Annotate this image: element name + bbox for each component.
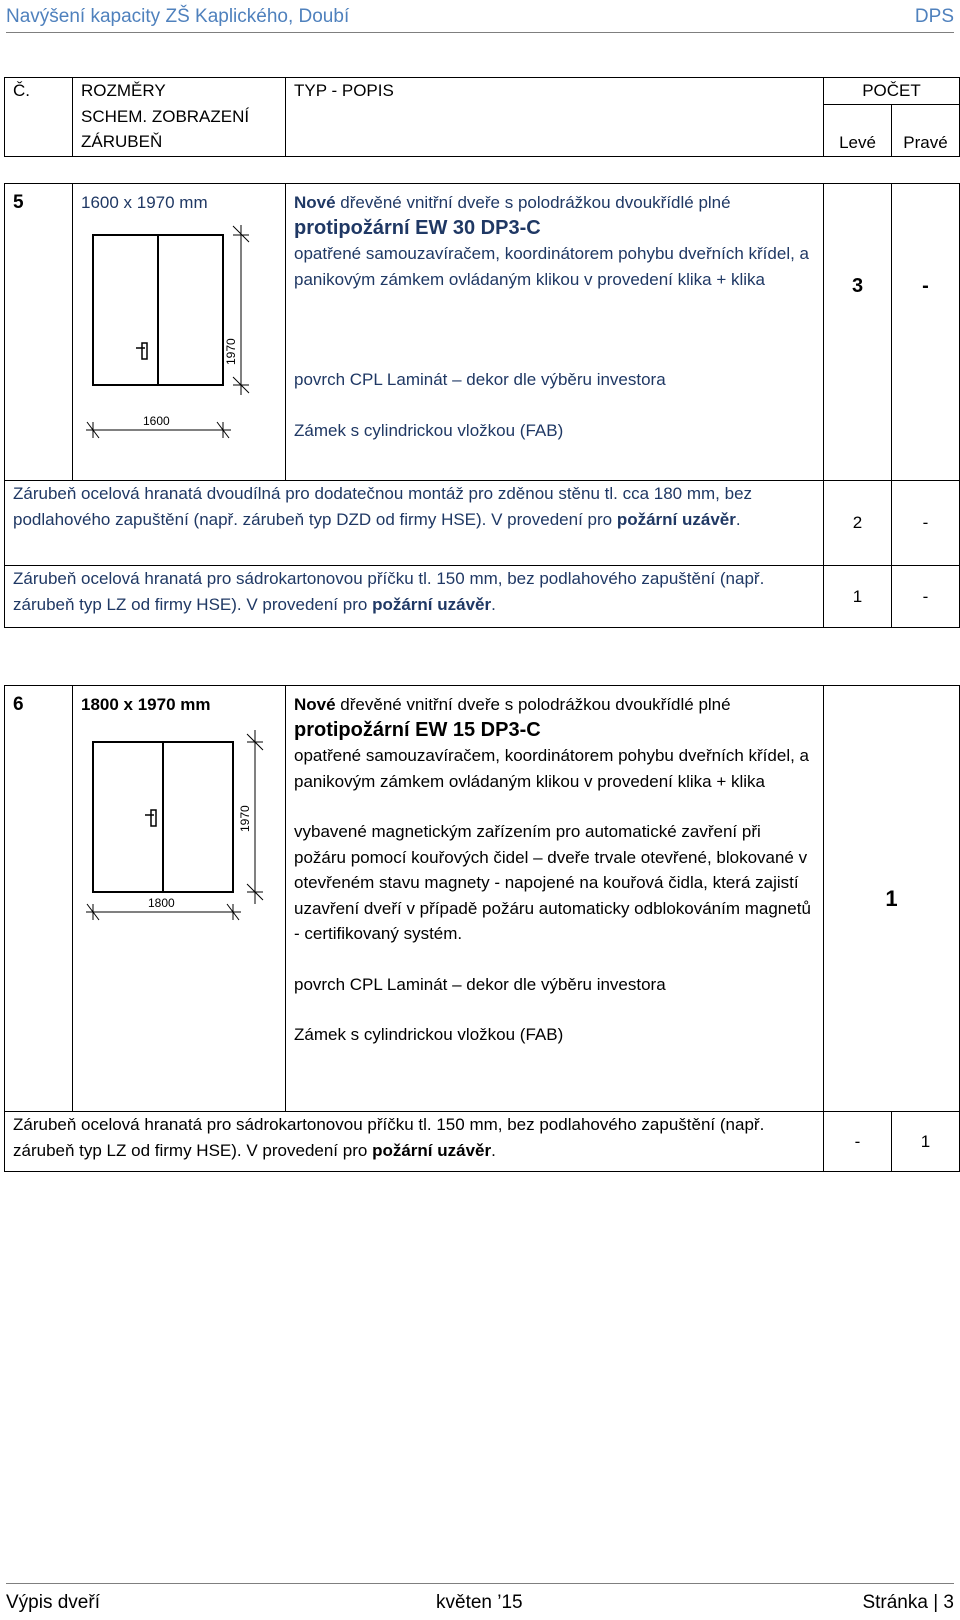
item-size: 1600 x 1970 mm (81, 193, 208, 212)
lock-spec: Zámek s cylindrickou vložkou (FAB) (294, 1025, 564, 1044)
frame-count-right: - (892, 566, 960, 628)
col-right-header: Pravé (892, 104, 960, 156)
column-header-table (4, 77, 960, 157)
col-dims-header: ROZMĚRY SCHEM. ZOBRAZENÍ ZÁRUBEŇ (73, 78, 286, 157)
frame-spec: Zárubeň ocelová hranatá dvoudílná pro dodatečnou montáž pro zděnou stěnu tl. cca 180 mm, bez podlahového zapuštění (např. zárubeň typ DZD od firmy HSE). V provedení pro požární uzávěr. (5, 481, 824, 566)
count-left: 3 (824, 184, 892, 481)
door-drawing (81, 220, 261, 445)
desc-new: Nové (294, 193, 336, 212)
fire-rating: protipožární EW 30 DP3-C (294, 216, 541, 239)
col-type-header: TYP - POPIS (286, 78, 824, 157)
item-description (286, 686, 824, 1112)
frame-spec: Zárubeň ocelová hranatá pro sádrokartonovou příčku tl. 150 mm, bez podlahového zapuštění (např. zárubeň typ LZ od firmy HSE). V provedení pro požární uzávěr. (5, 566, 824, 628)
header-title: Navýšení kapacity ZŠ Kaplického, Doubí (6, 6, 350, 27)
col-left-header: Levé (824, 104, 892, 156)
col-count-header: POČET (824, 78, 960, 105)
frame-count-left: 1 (824, 566, 892, 628)
header-right: DPS (914, 6, 954, 27)
magnet-spec: vybavené magnetickým zařízením pro automatické zavření při požáru pomocí kouřových čidel – dveře trvale otevřené, blokované v otevřeném stavu magnety - napojené na kouřová čidla, která zajistí uzavření dveří v případě požáru automaticky odblokováním magnetů - certifikovaný systém. (294, 822, 811, 943)
frame-count-right: 1 (892, 1112, 960, 1172)
drawing-width-label: 1800 (148, 895, 175, 910)
item-number: 5 (5, 184, 73, 481)
lock-spec: Zámek s cylindrickou vložkou (FAB) (294, 420, 564, 440)
door-drawing (81, 722, 271, 932)
desc-main: dřevěné vnitřní dveře s polodrážkou dvoukřídlé plné (335, 193, 731, 212)
frame-count-left: - (824, 1112, 892, 1172)
desc-main: dřevěné vnitřní dveře s polodrážkou dvoukřídlé plné (335, 695, 731, 714)
fire-rating: protipožární EW 15 DP3-C (294, 718, 541, 741)
item-dims-cell (73, 686, 286, 1112)
surface-spec: povrch CPL Laminát – dekor dle výběru investora (294, 974, 666, 994)
frame-spec: Zárubeň ocelová hranatá pro sádrokartonovou příčku tl. 150 mm, bez podlahového zapuštění (např. zárubeň typ LZ od firmy HSE). V provedení pro požární uzávěr. (5, 1112, 824, 1172)
item-number: 6 (5, 686, 73, 1112)
page-footer (6, 1583, 954, 1614)
door-item-5 (4, 183, 960, 628)
count-right: - (892, 184, 960, 481)
desc-extra: opatřené samouzavíračem, koordinátorem pohybu dveřních křídel, a panikovým zámkem ovládaným klikou v provedení klika + klika (294, 244, 809, 289)
desc-extra: opatřené samouzavíračem, koordinátorem pohybu dveřních křídel, a panikovým zámkem ovládaným klikou v provedení klika + klika (294, 746, 809, 791)
surface-spec: povrch CPL Laminát – dekor dle výběru investora (294, 370, 666, 389)
footer-left: Výpis dveří (6, 1592, 100, 1613)
col-no-header: Č. (5, 78, 73, 157)
item-dims-cell (73, 184, 286, 481)
drawing-height-label: 1970 (224, 337, 238, 365)
door-item-6 (4, 685, 960, 1172)
desc-new: Nové (294, 695, 336, 714)
frame-count-right: - (892, 481, 960, 566)
page-header (6, 6, 954, 33)
footer-date: květen ’15 (436, 1592, 523, 1613)
drawing-height-label: 1970 (238, 804, 252, 832)
drawing-width-label: 1600 (143, 413, 170, 428)
footer-page: Stránka | 3 (862, 1592, 954, 1613)
item-description (286, 184, 824, 481)
door-count: 1 (824, 686, 960, 1112)
item-size: 1800 x 1970 mm (81, 695, 211, 714)
frame-count-left: 2 (824, 481, 892, 566)
